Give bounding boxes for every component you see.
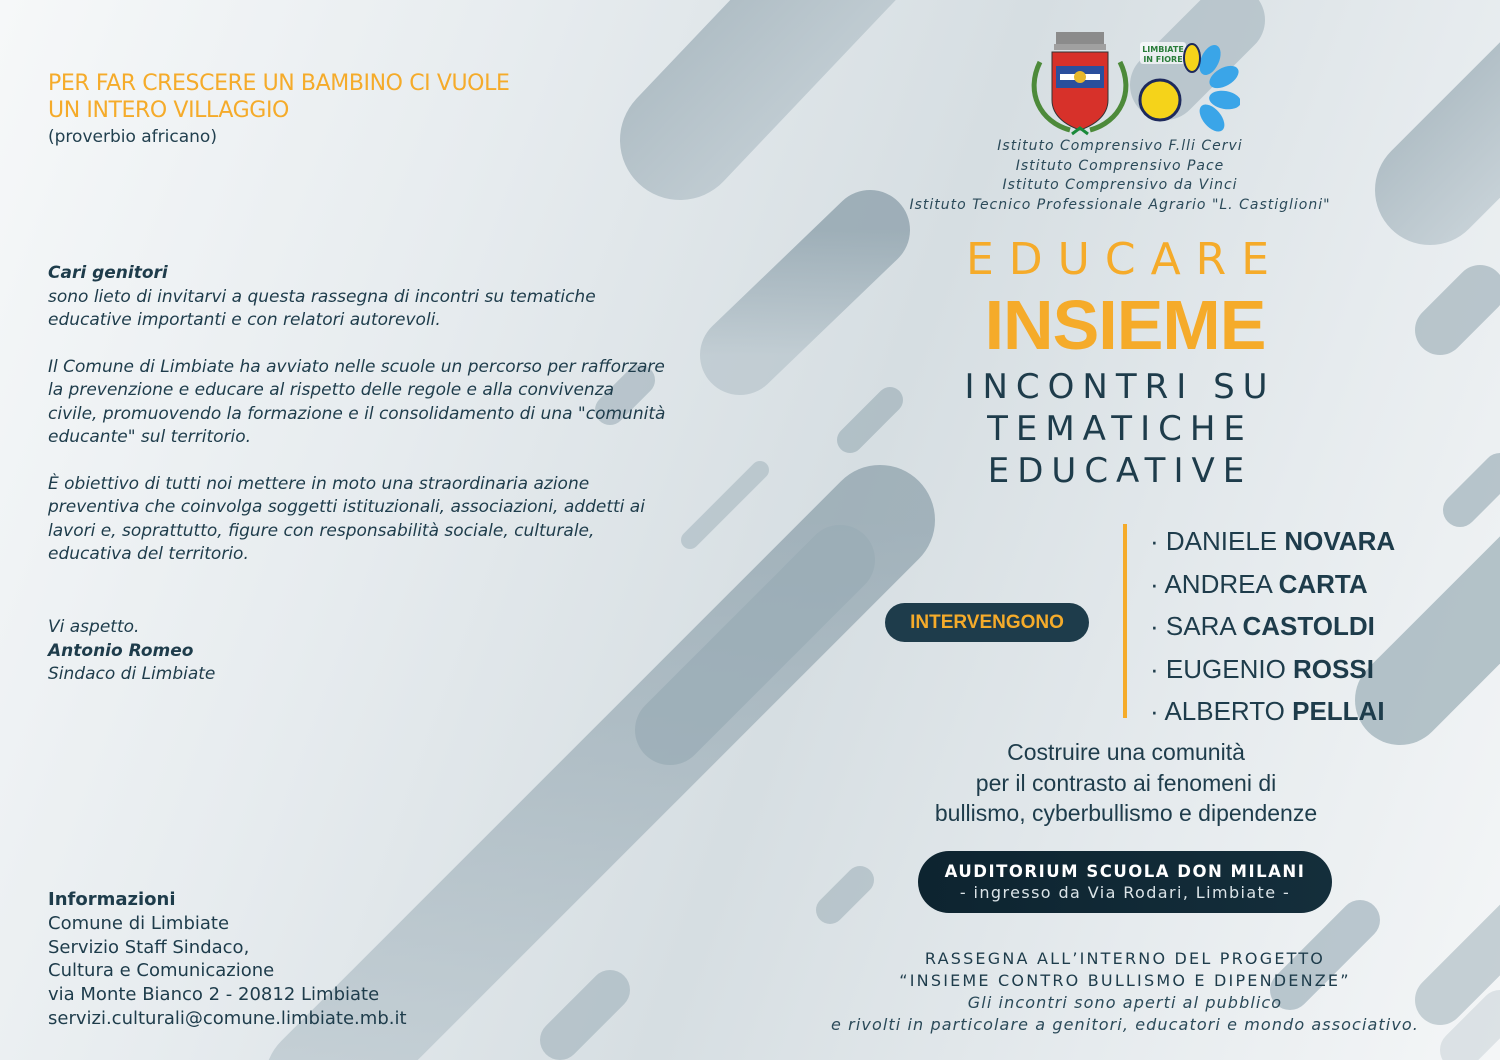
- speaker-item: [1150, 690, 1480, 733]
- speaker-last-name: CASTOLDI: [1242, 611, 1375, 641]
- speaker-item: [1150, 563, 1480, 606]
- theme-line: per il contrasto ai fenomeni di: [975, 769, 1277, 796]
- info-heading: Informazioni: [48, 889, 176, 910]
- project-line: RASSEGNA ALL’INTERNO DEL PROGETTO: [924, 949, 1326, 968]
- shape-bar: [690, 470, 760, 540]
- letter-greeting: Cari genitori: [48, 263, 168, 283]
- shape-bar: [680, 0, 870, 140]
- info-line: Comune di Limbiate: [48, 912, 230, 934]
- signature-block: [48, 616, 448, 687]
- school-name: Istituto Comprensivo Pace: [1015, 157, 1225, 174]
- signature-role: Sindaco di Limbiate: [48, 664, 216, 684]
- event-theme: [880, 737, 1372, 829]
- shape-bar: [740, 230, 870, 355]
- school-name: Istituto Comprensivo da Vinci: [1002, 177, 1238, 194]
- proverb-quote: [48, 70, 608, 148]
- speaker-first-name: · SARA: [1150, 611, 1243, 641]
- subtitle-line: INCONTRI SU: [964, 367, 1276, 407]
- theme-line: bullismo, cyberbullismo e dipendenze: [934, 800, 1318, 826]
- speaker-first-name: · ANDREA: [1150, 568, 1279, 599]
- project-note: Gli incontri sono aperti al pubblico: [967, 993, 1283, 1012]
- project-line: “INSIEME CONTRO BULLISMO E DIPENDENZE”: [899, 971, 1351, 990]
- speaker-last-name: ROSSI: [1293, 653, 1374, 684]
- subtitle-line: EDUCATIVE: [987, 451, 1253, 491]
- svg-text:IN FIORE: IN FIORE: [1143, 55, 1183, 64]
- speaker-item: [1150, 648, 1480, 691]
- speaker-last-name: PELLAI: [1292, 696, 1385, 726]
- info-email-link[interactable]: servizi.culturali@comune.limbiate.mb.it: [48, 1007, 407, 1029]
- shape-bar: [1460, 470, 1500, 510]
- shape-bar: [1440, 290, 1480, 330]
- signature-closing: Vi aspetto.: [48, 617, 140, 637]
- project-info: [780, 948, 1470, 1036]
- venue-name: AUDITORIUM SCUOLA DON MILANI: [944, 862, 1306, 881]
- svg-text:LIMBIATE: LIMBIATE: [1142, 45, 1184, 54]
- speaker-item: [1150, 520, 1480, 563]
- info-line: via Monte Bianco 2 - 20812 Limbiate: [48, 984, 380, 1006]
- school-name: Istituto Tecnico Professionale Agrario "L. Castiglioni": [909, 196, 1331, 213]
- info-line: Cultura e Comunicazione: [48, 960, 275, 982]
- speakers-list: [1150, 520, 1480, 733]
- theme-line: Costruire una comunità: [1007, 739, 1245, 765]
- title-educare: EDUCARE: [965, 234, 1285, 285]
- letter-paragraph: Il Comune di Limbiate ha avviato nelle scuole un percorso per rafforzare la prevenzione e educare al rispetto delle regole e alla convivenza civile, promuovendo la formazione e il consolidamento di una "comunità educante" sul territorio.: [48, 356, 666, 447]
- limbiate-in-fiore-icon: [1140, 42, 1240, 136]
- speaker-first-name: · DANIELE: [1150, 526, 1285, 556]
- mayor-letter: [48, 262, 668, 590]
- title-insieme: INSIEME: [984, 286, 1266, 364]
- shape-bar: [1430, 60, 1500, 190]
- title-subtitle: [880, 366, 1360, 492]
- venue-badge: [918, 851, 1332, 913]
- quote-line-1: PER FAR CRESCERE UN BAMBINO CI VUOLE: [48, 71, 510, 96]
- venue-address: - ingresso da Via Rodari, Limbiate -: [959, 883, 1291, 902]
- letter-paragraph: sono lieto di invitarvi a questa rassegna di incontri su tematiche educative importanti e con relatori autorevoli.: [48, 286, 596, 330]
- logos: [1020, 22, 1240, 142]
- speaker-item: [1150, 605, 1480, 648]
- shape-bar: [830, 880, 860, 910]
- speaker-first-name: · EUGENIO: [1150, 653, 1294, 684]
- municipal-crest-icon: [1034, 32, 1126, 134]
- signature-name: Antonio Romeo: [48, 640, 194, 661]
- speaker-last-name: CARTA: [1278, 568, 1368, 599]
- project-note: e rivolti in particolare a genitori, educatori e mondo associativo.: [831, 1015, 1419, 1034]
- schools-list: [880, 137, 1360, 215]
- info-block: [48, 888, 468, 1031]
- letter-paragraph: È obiettivo di tutti noi mettere in moto una straordinaria azione preventiva che coinvolga soggetti istituzionali, associazioni, addetti ai lavori e, soprattutto, figure con responsabilità sociale, culturale, educativa del territorio.: [48, 473, 645, 564]
- speaker-last-name: NOVARA: [1284, 526, 1396, 556]
- subtitle-line: TEMATICHE: [987, 409, 1253, 449]
- speaker-first-name: · ALBERTO: [1150, 696, 1293, 726]
- school-name: Istituto Comprensivo F.lli Cervi: [997, 138, 1243, 154]
- intervengono-badge: INTERVENGONO: [885, 603, 1089, 642]
- speakers-divider: [1123, 524, 1127, 718]
- quote-line-2: UN INTERO VILLAGGIO: [48, 98, 289, 123]
- quote-source: (proverbio africano): [48, 127, 217, 147]
- info-line: Servizio Staff Sindaco,: [48, 936, 250, 958]
- shape-bar: [560, 990, 610, 1040]
